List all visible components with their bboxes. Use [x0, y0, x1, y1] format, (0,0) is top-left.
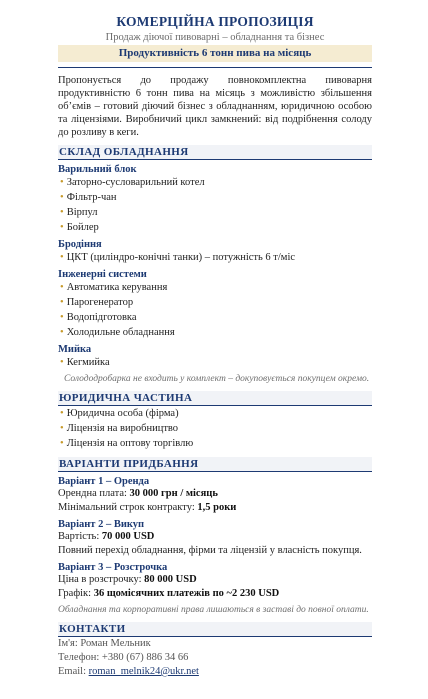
- bullet-icon: •: [60, 357, 64, 368]
- group-engineering: Інженерні системи: [58, 269, 147, 280]
- bullet-icon: •: [60, 282, 64, 293]
- list-item: • Парогенератор: [60, 297, 134, 308]
- installment-price: Ціна в розстрочку: 80 000 USD: [58, 574, 197, 585]
- installment-note: Обладнання та корпоративні права лишаються в заставі до повної оплати.: [58, 605, 369, 615]
- list-item: • Кегмийка: [60, 357, 110, 368]
- variant-installment-title: Варіант 3 – Розстрочка: [58, 562, 168, 573]
- group-ferment: Бродіння: [58, 239, 102, 250]
- list-item: • Водопідготовка: [60, 312, 137, 323]
- contact-phone: Телефон: +380 (67) 886 34 66: [58, 652, 189, 663]
- group-wash: Мийка: [58, 344, 92, 355]
- list-item: • Ліцензія на оптову торгівлю: [60, 438, 194, 449]
- section-legal: ЮРИДИЧНА ЧАСТИНА: [58, 391, 372, 406]
- section-options: ВАРІАНТИ ПРИДБАННЯ: [58, 457, 372, 472]
- section-equipment: СКЛАД ОБЛАДНАННЯ: [58, 145, 372, 160]
- list-item: • Бойлер: [60, 222, 99, 233]
- bullet-icon: •: [60, 438, 64, 449]
- list-item: • Холодильне обладнання: [60, 327, 175, 338]
- bullet-icon: •: [60, 312, 64, 323]
- intro-paragraph: Пропонується до продажу повнокомплектна пивоварня продуктивністю 6 тонн пива на місяць з можливістю збільшення об’ємів – готовий діючий бізнес з обладнанням, юридичною особою та ліцензіями. Виробничий цикл замкнений: від подрібнення солоду до розливу в кеги.: [58, 75, 372, 138]
- bullet-icon: •: [60, 297, 64, 308]
- equipment-note: Солододробарка не входить у комплект – докуповується покупцем окремо.: [64, 374, 370, 384]
- contacts-block: [58, 637, 372, 679]
- list-item: • Вірпул: [60, 207, 98, 218]
- variant-buyout-title: Варіант 2 – Викуп: [58, 519, 145, 530]
- installment-schedule: Графік: 36 щомісячних платежів по ~2 230 USD: [58, 588, 280, 599]
- document-subtitle: Продаж діючої пивоварні – обладнання та бізнес: [105, 32, 325, 43]
- rent-term: Мінімальний строк контракту: 1,5 роки: [58, 502, 237, 513]
- list-item: • Заторно-сусловарильний котел: [60, 177, 205, 188]
- bullet-icon: •: [60, 192, 64, 203]
- group-brew: Варильний блок: [58, 164, 137, 175]
- capacity-banner: Продуктивність 6 тонн пива на місяць: [58, 45, 372, 62]
- contact-email: Email: roman_melnik24@ukr.net: [58, 666, 199, 677]
- bullet-icon: •: [60, 408, 64, 419]
- buyout-price: Вартість: 70 000 USD: [58, 531, 155, 542]
- variant-rent-title: Варіант 1 – Оренда: [58, 476, 150, 487]
- list-item: • Юридична особа (фірма): [60, 408, 179, 419]
- bullet-icon: •: [60, 177, 64, 188]
- list-item: • ЦКТ (циліндро-конічні танки) – потужність 6 т/міс: [60, 252, 296, 263]
- contact-name: Ім'я: Роман Мельник: [58, 638, 151, 649]
- bullet-icon: •: [60, 207, 64, 218]
- buyout-description: Повний перехід обладнання, фірми та ліцензій у власність покупця.: [58, 545, 362, 556]
- rent-price: Орендна плата: 30 000 грн / місяць: [58, 488, 218, 499]
- document-title: КОМЕРЦІЙНА ПРОПОЗИЦІЯ: [116, 14, 314, 29]
- email-link[interactable]: roman_melnik24@ukr.net: [88, 666, 199, 677]
- bullet-icon: •: [60, 423, 64, 434]
- section-contacts: КОНТАКТИ: [58, 622, 372, 637]
- bullet-icon: •: [60, 222, 64, 233]
- list-item: • Фільтр-чан: [60, 192, 117, 203]
- header-divider: [58, 67, 372, 68]
- bullet-icon: •: [60, 252, 64, 263]
- list-item: • Автоматика керування: [60, 282, 168, 293]
- list-item: • Ліцензія на виробництво: [60, 423, 179, 434]
- bullet-icon: •: [60, 327, 64, 338]
